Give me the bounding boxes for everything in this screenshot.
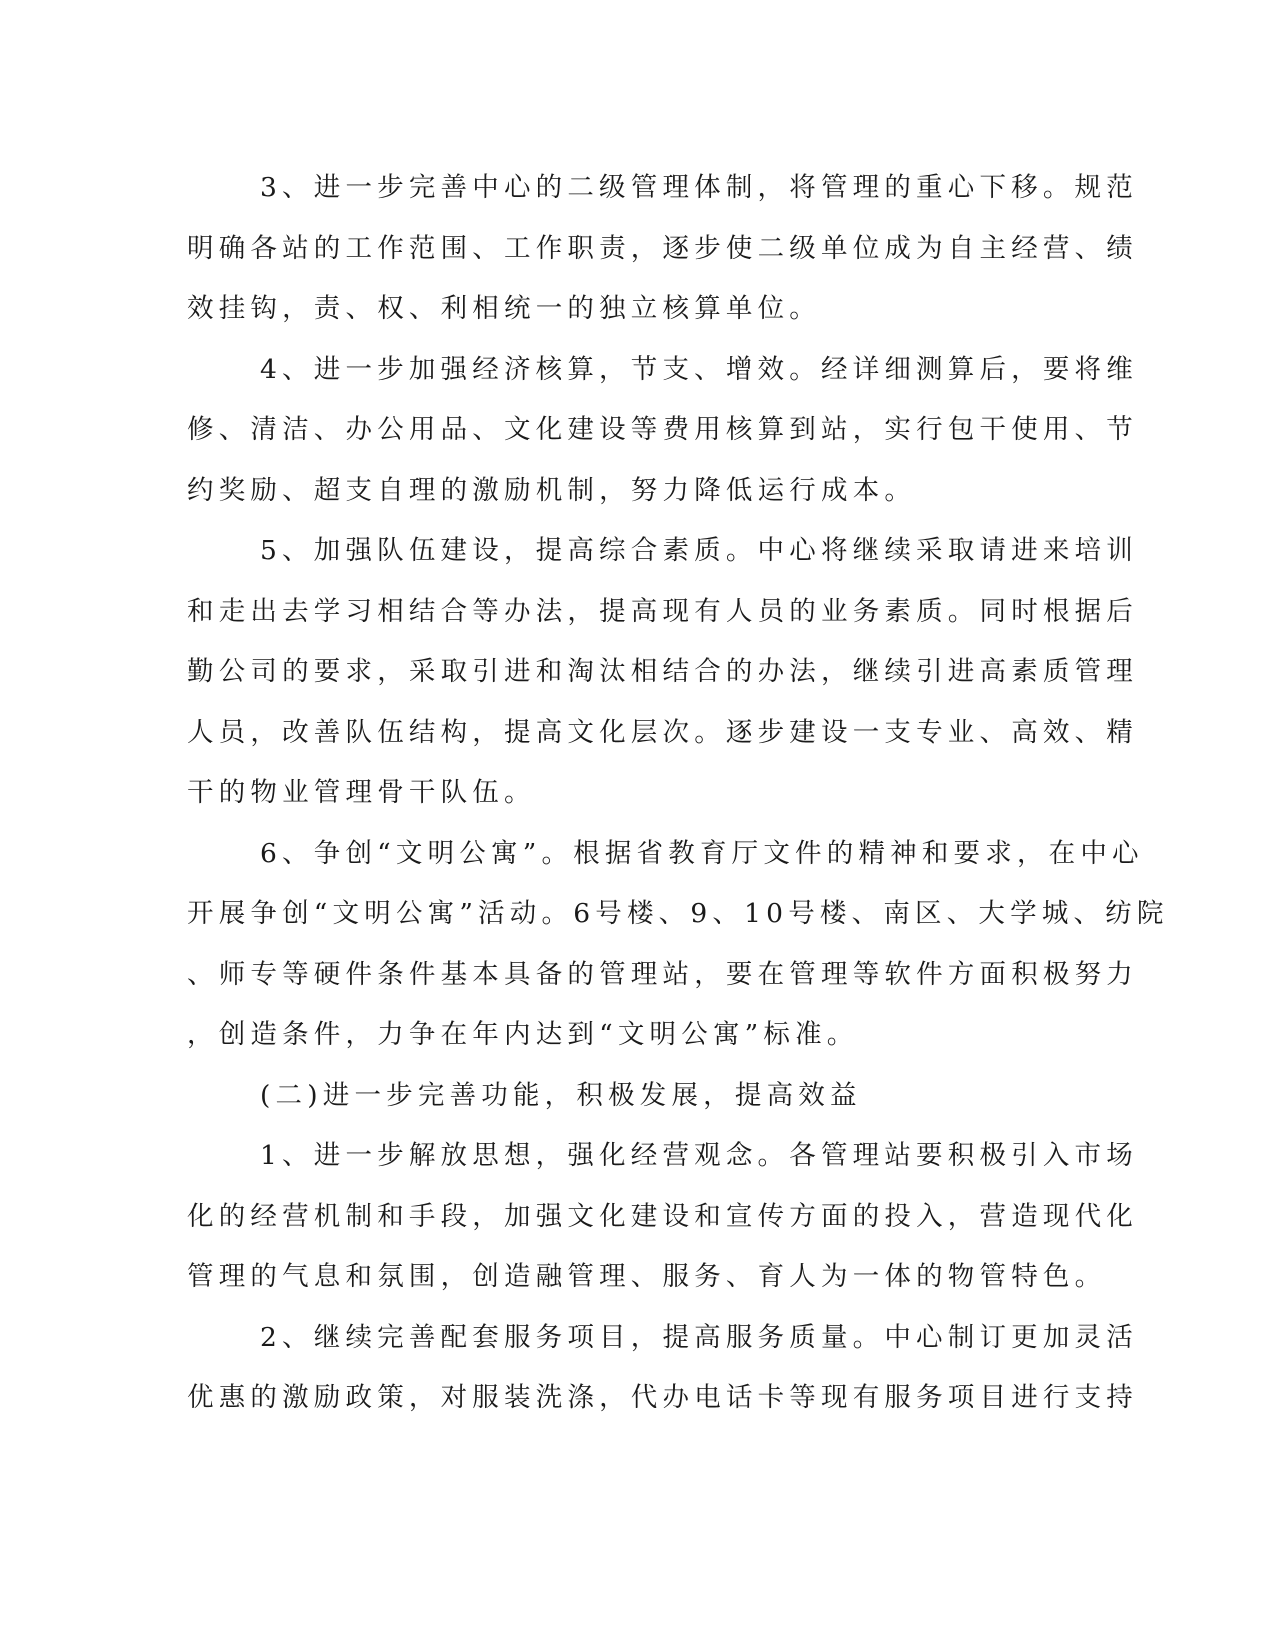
paragraph-line: 管理的气息和氛围，创造融管理、服务、育人为一体的物管特色。 bbox=[187, 1261, 1107, 1292]
paragraph-line: ，创造条件，力争在年内达到“文明公寓”标准。 bbox=[187, 1019, 859, 1050]
paragraph-line: 约奖励、超支自理的激励机制，努力降低运行成本。 bbox=[187, 474, 917, 506]
paragraph-line: 干的物业管理骨干队伍。 bbox=[187, 777, 536, 808]
paragraph-line: 2、继续完善配套服务项目，提高服务质量。中心制订更加灵活 bbox=[260, 1321, 1138, 1353]
paragraph-line: 化的经营机制和手段，加强文化建设和宣传方面的投入，营造现代化 bbox=[187, 1200, 1138, 1232]
paragraph-line: 6、争创“文明公寓”。根据省教育厅文件的精神和要求，在中心 bbox=[260, 837, 1144, 869]
paragraph-line: 开展争创“文明公寓”活动。6号楼、9、10号楼、南区、大学城、纺院 bbox=[187, 898, 1169, 929]
document-body bbox=[187, 158, 1169, 1429]
paragraph-line: 优惠的激励政策，对服装洗涤，代办电话卡等现有服务项目进行支持 bbox=[187, 1382, 1138, 1413]
section-heading: (二)进一步完善功能，积极发展，提高效益 bbox=[260, 1079, 862, 1111]
paragraph-line: 4、进一步加强经济核算，节支、增效。经详细测算后，要将维 bbox=[260, 353, 1138, 385]
paragraph-line: 1、进一步解放思想，强化经营观念。各管理站要积极引入市场 bbox=[260, 1140, 1138, 1171]
paragraph-line: 5、加强队伍建设，提高综合素质。中心将继续采取请进来培训 bbox=[260, 535, 1138, 566]
paragraph-line: 修、清洁、办公用品、文化建设等费用核算到站，实行包干使用、节 bbox=[187, 414, 1138, 445]
paragraph-line: 人员，改善队伍结构，提高文化层次。逐步建设一支专业、高效、精 bbox=[187, 716, 1138, 748]
paragraph-line: 、师专等硬件条件基本具备的管理站，要在管理等软件方面积极努力 bbox=[187, 958, 1138, 990]
paragraph-line: 和走出去学习相结合等办法，提高现有人员的业务素质。同时根据后 bbox=[187, 595, 1138, 627]
paragraph-line: 明确各站的工作范围、工作职责，逐步使二级单位成为自主经营、绩 bbox=[187, 232, 1138, 264]
paragraph-line: 3、进一步完善中心的二级管理体制，将管理的重心下移。规范 bbox=[260, 172, 1138, 203]
paragraph-line: 勤公司的要求，采取引进和淘汰相结合的办法，继续引进高素质管理 bbox=[187, 656, 1138, 687]
paragraph-line: 效挂钩，责、权、利相统一的独立核算单位。 bbox=[187, 293, 821, 324]
